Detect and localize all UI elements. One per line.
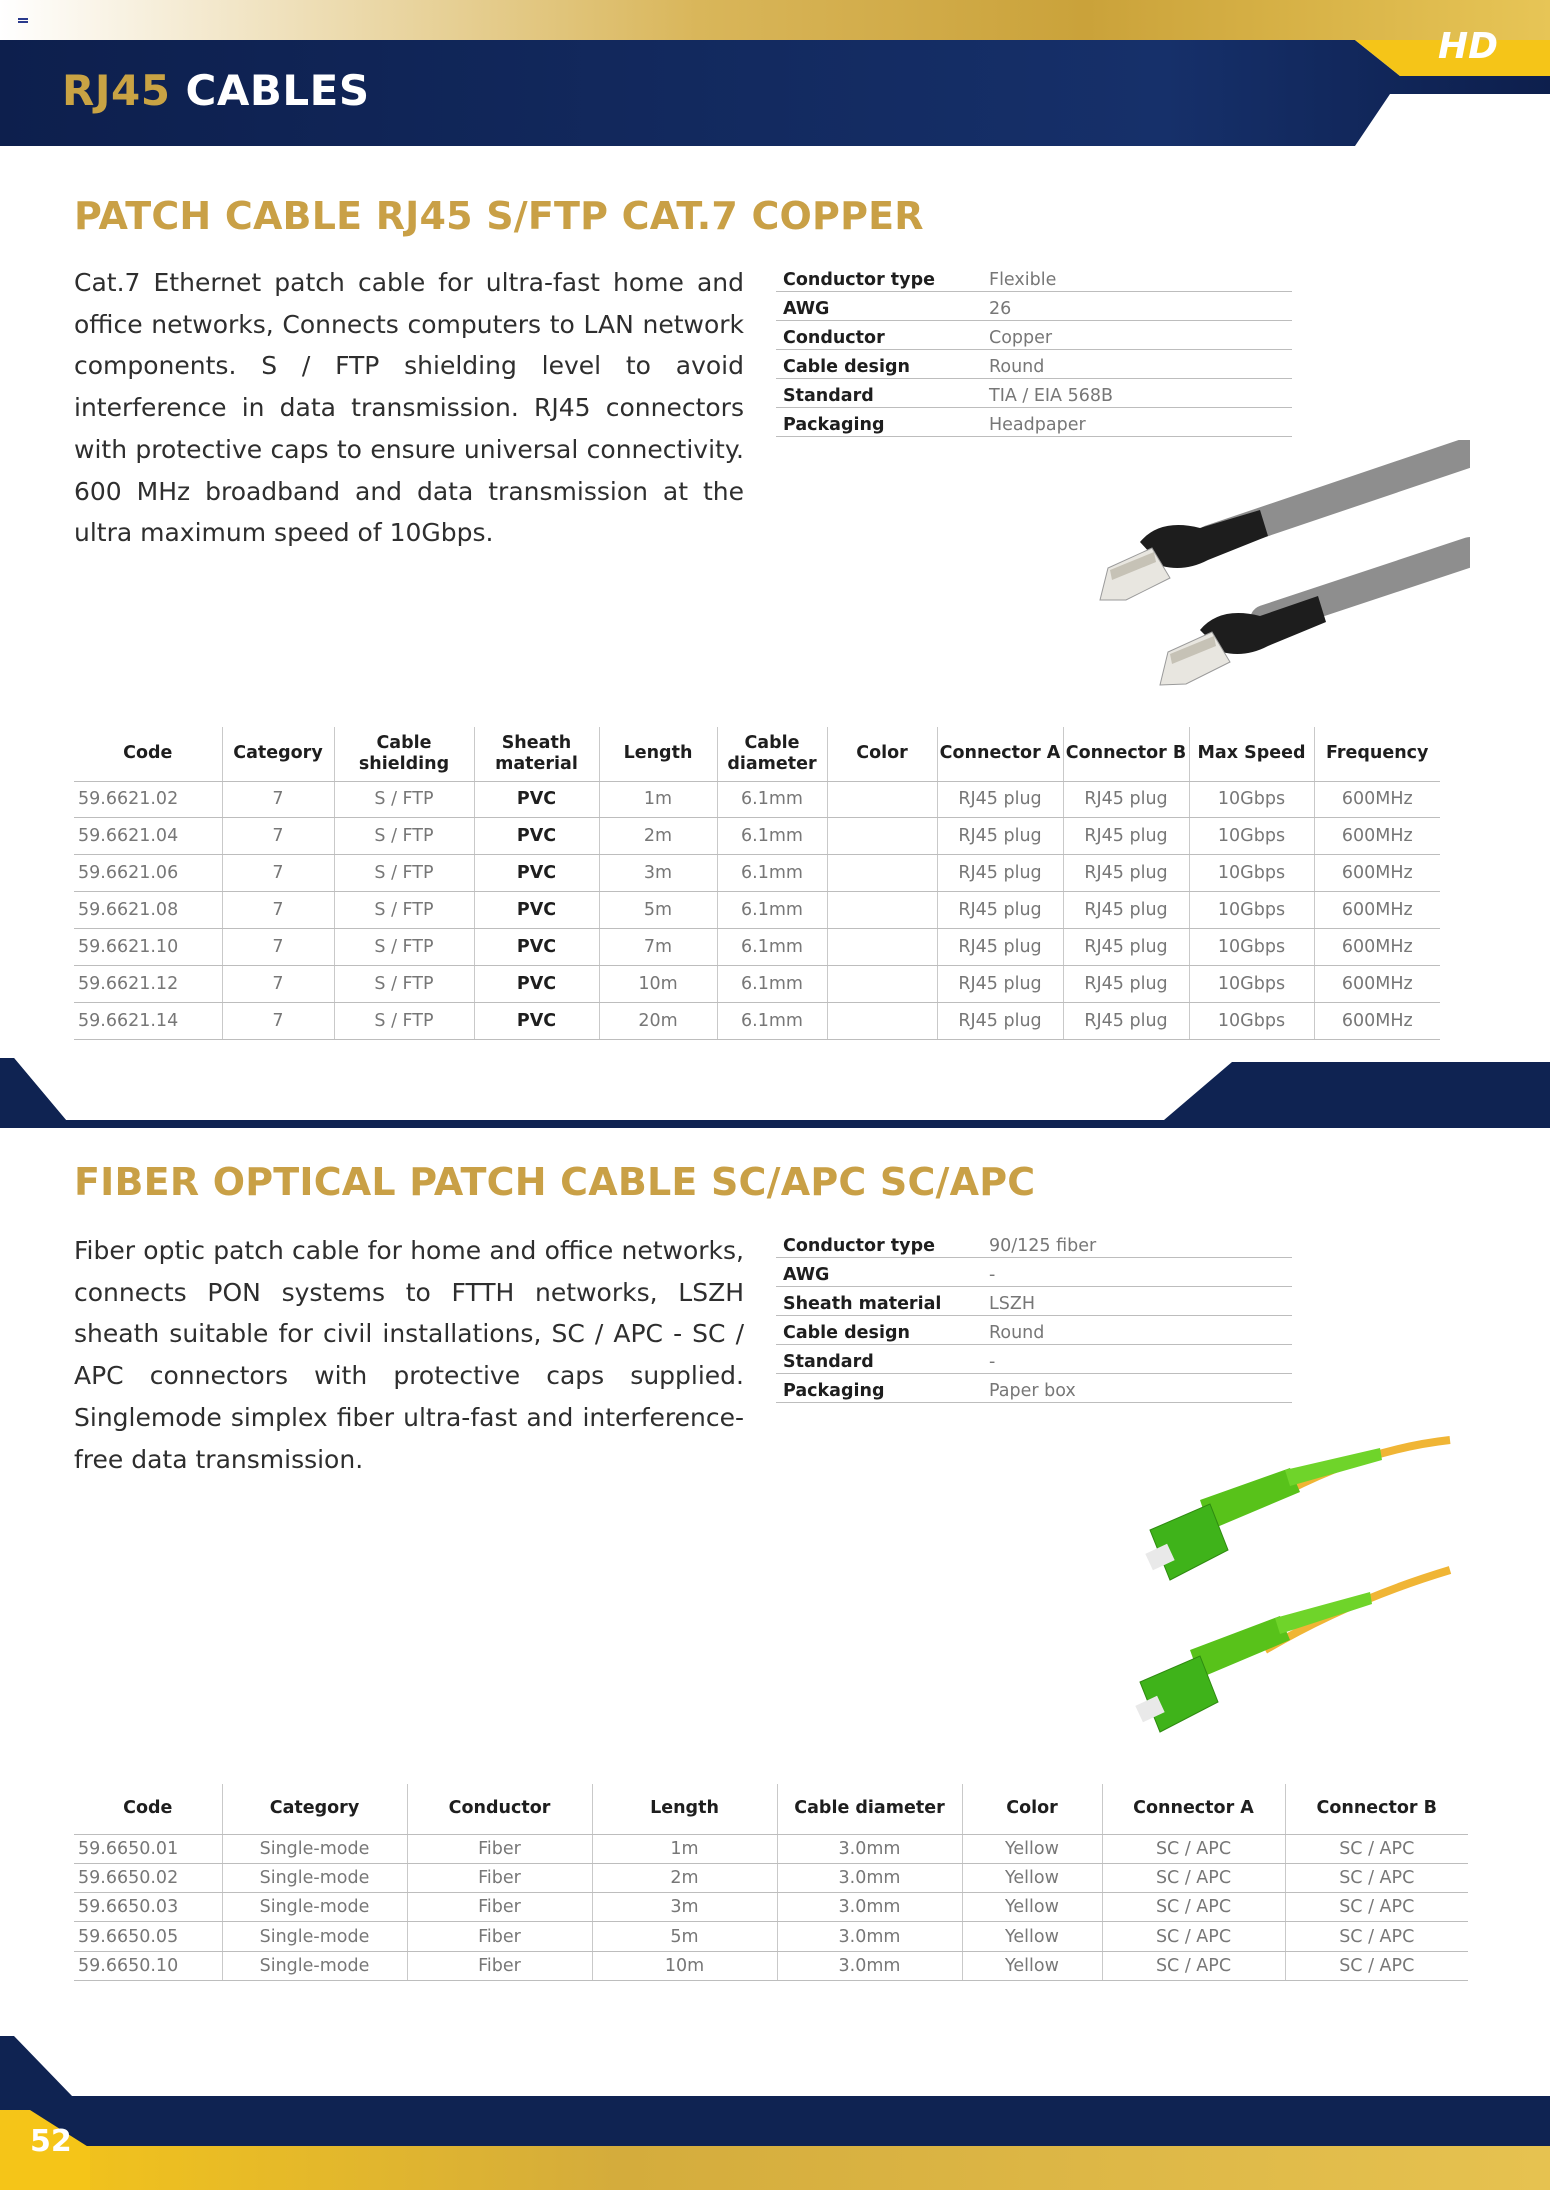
table-cell: PVC	[474, 781, 599, 818]
table-cell: 3m	[592, 1893, 777, 1922]
table-cell: 20m	[599, 1002, 717, 1039]
table-cell: Single-mode	[222, 1834, 407, 1863]
spec-value: -	[982, 1344, 1292, 1373]
column-header: Code	[74, 1784, 222, 1834]
table-cell: Fiber	[407, 1863, 592, 1892]
spec-key: Packaging	[776, 407, 982, 436]
table-cell: 10m	[599, 965, 717, 1002]
table-cell	[827, 1002, 937, 1039]
table-cell: RJ45 plug	[937, 965, 1063, 1002]
table-cell: RJ45 plug	[937, 1002, 1063, 1039]
page-number: 52	[30, 2124, 72, 2159]
table-row	[74, 1834, 1468, 1863]
table-cell: S / FTP	[334, 818, 474, 855]
table-cell: Single-mode	[222, 1922, 407, 1951]
table-row	[74, 1922, 1468, 1951]
table-cell: Yellow	[962, 1863, 1102, 1892]
spec-row	[776, 407, 1292, 436]
table-cell: 1m	[592, 1834, 777, 1863]
spec-row	[776, 320, 1292, 349]
table-cell: 59.6621.02	[74, 781, 222, 818]
table-cell: 3.0mm	[777, 1893, 962, 1922]
table-cell: RJ45 plug	[1063, 892, 1189, 929]
column-header: Category	[222, 1784, 407, 1834]
table-cell: 59.6621.04	[74, 818, 222, 855]
table-cell: S / FTP	[334, 892, 474, 929]
table-row	[74, 965, 1440, 1002]
hd-logo	[1418, 26, 1518, 66]
table-cell: S / FTP	[334, 965, 474, 1002]
hd-logo-text: HD	[1437, 26, 1499, 66]
spec-value: 90/125 fiber	[982, 1228, 1292, 1257]
column-header: Color	[827, 727, 937, 781]
spec-row	[776, 1373, 1292, 1402]
spec-row	[776, 1228, 1292, 1257]
column-header: Cable diameter	[777, 1784, 962, 1834]
spec-key: Sheath material	[776, 1286, 982, 1315]
spec-value: -	[982, 1257, 1292, 1286]
table-row	[74, 818, 1440, 855]
spec-row	[776, 378, 1292, 407]
table-cell: PVC	[474, 818, 599, 855]
table-cell: 3.0mm	[777, 1951, 962, 1980]
table-cell	[827, 965, 937, 1002]
rj45-cable-image	[1090, 440, 1470, 695]
table-cell: SC / APC	[1102, 1922, 1285, 1951]
table-cell: RJ45 plug	[937, 781, 1063, 818]
header-title-suffix: CABLES	[185, 66, 370, 115]
table-cell: 3.0mm	[777, 1922, 962, 1951]
table-cell: Yellow	[962, 1922, 1102, 1951]
spec-key: AWG	[776, 291, 982, 320]
table-cell: 600MHz	[1314, 965, 1440, 1002]
table-cell: 6.1mm	[717, 818, 827, 855]
table-cell: 7	[222, 855, 334, 892]
table-cell: RJ45 plug	[937, 855, 1063, 892]
table-cell: 10Gbps	[1189, 929, 1314, 966]
table-cell: S / FTP	[334, 929, 474, 966]
column-header: Cable shielding	[334, 727, 474, 781]
table-row	[74, 892, 1440, 929]
spec-key: AWG	[776, 1257, 982, 1286]
table-cell: RJ45 plug	[1063, 929, 1189, 966]
table-cell: 10m	[592, 1951, 777, 1980]
table-cell: 59.6650.05	[74, 1922, 222, 1951]
table-cell: 600MHz	[1314, 929, 1440, 966]
column-header: Max Speed	[1189, 727, 1314, 781]
table-cell: RJ45 plug	[937, 892, 1063, 929]
table-cell: 5m	[599, 892, 717, 929]
table-cell: PVC	[474, 929, 599, 966]
table-row	[74, 855, 1440, 892]
table-cell: 600MHz	[1314, 818, 1440, 855]
table-cell: S / FTP	[334, 1002, 474, 1039]
table-cell: 10Gbps	[1189, 892, 1314, 929]
table-row	[74, 1002, 1440, 1039]
table-cell: 1m	[599, 781, 717, 818]
table-cell	[827, 818, 937, 855]
column-header: Category	[222, 727, 334, 781]
section-title-fiber: FIBER OPTICAL PATCH CABLE SC/APC SC/APC	[74, 1160, 1036, 1204]
table-cell: 10Gbps	[1189, 781, 1314, 818]
table-cell: 10Gbps	[1189, 965, 1314, 1002]
table-cell: Fiber	[407, 1893, 592, 1922]
table-cell	[827, 855, 937, 892]
table-row	[74, 1893, 1468, 1922]
table-cell: Yellow	[962, 1834, 1102, 1863]
column-header: Code	[74, 727, 222, 781]
table-cell: 7	[222, 1002, 334, 1039]
table-cell: RJ45 plug	[1063, 781, 1189, 818]
spec-row	[776, 291, 1292, 320]
spec-table-fiber	[776, 1228, 1292, 1403]
column-header: Cable diameter	[717, 727, 827, 781]
table-cell: 6.1mm	[717, 892, 827, 929]
spec-key: Conductor type	[776, 262, 982, 291]
section-title-rj45: PATCH CABLE RJ45 S/FTP CAT.7 COPPER	[74, 194, 924, 238]
spec-row	[776, 1315, 1292, 1344]
column-header: Connector A	[937, 727, 1063, 781]
section-divider-band	[0, 1058, 1550, 1128]
table-cell: 2m	[592, 1863, 777, 1892]
table-cell: Single-mode	[222, 1863, 407, 1892]
spec-row	[776, 1257, 1292, 1286]
table-cell: 7	[222, 929, 334, 966]
table-cell: RJ45 plug	[937, 929, 1063, 966]
spec-value: Round	[982, 349, 1292, 378]
spec-value: Headpaper	[982, 407, 1292, 436]
table-cell: SC / APC	[1285, 1893, 1468, 1922]
column-header: Length	[599, 727, 717, 781]
column-header: Length	[592, 1784, 777, 1834]
table-cell: 3m	[599, 855, 717, 892]
column-header: Connector B	[1063, 727, 1189, 781]
table-cell: S / FTP	[334, 855, 474, 892]
table-cell	[827, 929, 937, 966]
table-cell: SC / APC	[1285, 1951, 1468, 1980]
table-cell: 7m	[599, 929, 717, 966]
table-cell: SC / APC	[1102, 1863, 1285, 1892]
spec-value: TIA / EIA 568B	[982, 378, 1292, 407]
table-cell: 5m	[592, 1922, 777, 1951]
table-cell: 59.6621.06	[74, 855, 222, 892]
table-cell: Fiber	[407, 1951, 592, 1980]
fiber-cable-image	[1090, 1420, 1470, 1750]
column-header: Frequency	[1314, 727, 1440, 781]
spec-key: Standard	[776, 378, 982, 407]
section-description-rj45: Cat.7 Ethernet patch cable for ultra-fast home and office networks, Connects computers to LAN network components. S / FTP shielding level to avoid interference in data transmission. RJ45 connectors with protective caps to ensure universal connectivity. 600 MHz broadband and data transmission at the ultra maximum speed of 10Gbps.	[74, 268, 744, 548]
table-cell: 59.6650.02	[74, 1863, 222, 1892]
table-cell	[827, 781, 937, 818]
spec-row	[776, 349, 1292, 378]
table-cell: 59.6621.08	[74, 892, 222, 929]
table-cell: 6.1mm	[717, 855, 827, 892]
spec-value: Flexible	[982, 262, 1292, 291]
spec-table-rj45	[776, 262, 1292, 437]
table-cell: PVC	[474, 855, 599, 892]
table-cell: 600MHz	[1314, 1002, 1440, 1039]
table-cell: PVC	[474, 1002, 599, 1039]
page-header-title	[62, 66, 370, 115]
table-row	[74, 929, 1440, 966]
table-cell: 6.1mm	[717, 965, 827, 1002]
spec-key: Cable design	[776, 1315, 982, 1344]
table-cell: Single-mode	[222, 1893, 407, 1922]
column-header: Conductor	[407, 1784, 592, 1834]
table-cell: 10Gbps	[1189, 855, 1314, 892]
table-row	[74, 1863, 1468, 1892]
table-cell: 7	[222, 965, 334, 1002]
table-cell: 59.6621.12	[74, 965, 222, 1002]
spec-value: Paper box	[982, 1373, 1292, 1402]
table-cell: Yellow	[962, 1893, 1102, 1922]
column-header: Color	[962, 1784, 1102, 1834]
header-title-prefix: RJ45	[62, 66, 171, 115]
spec-row	[776, 1344, 1292, 1373]
spec-value: LSZH	[982, 1286, 1292, 1315]
spec-row	[776, 1286, 1292, 1315]
table-cell: RJ45 plug	[1063, 855, 1189, 892]
table-cell: 3.0mm	[777, 1863, 962, 1892]
spec-key: Cable design	[776, 349, 982, 378]
table-cell: RJ45 plug	[1063, 818, 1189, 855]
table-cell: PVC	[474, 892, 599, 929]
table-cell: Fiber	[407, 1922, 592, 1951]
menu-icon[interactable]	[18, 18, 28, 26]
table-cell: 7	[222, 892, 334, 929]
table-cell: SC / APC	[1285, 1922, 1468, 1951]
header-gold-strip	[0, 0, 1550, 40]
table-cell: 10Gbps	[1189, 818, 1314, 855]
product-table-fiber	[74, 1784, 1468, 1981]
table-cell: SC / APC	[1102, 1834, 1285, 1863]
table-cell: 7	[222, 818, 334, 855]
table-cell: 2m	[599, 818, 717, 855]
boot-green-lower	[1190, 1592, 1372, 1678]
table-cell: 600MHz	[1314, 892, 1440, 929]
product-table-rj45	[74, 727, 1440, 1040]
table-row	[74, 1951, 1468, 1980]
spec-value: Round	[982, 1315, 1292, 1344]
table-cell: 59.6650.01	[74, 1834, 222, 1863]
spec-key: Standard	[776, 1344, 982, 1373]
table-cell: SC / APC	[1285, 1863, 1468, 1892]
spec-key: Packaging	[776, 1373, 982, 1402]
table-cell: RJ45 plug	[1063, 965, 1189, 1002]
footer-band	[0, 2036, 1550, 2190]
boot-green-upper	[1200, 1448, 1382, 1530]
table-cell: Single-mode	[222, 1951, 407, 1980]
table-cell: 59.6621.10	[74, 929, 222, 966]
table-cell: 600MHz	[1314, 781, 1440, 818]
table-cell: S / FTP	[334, 781, 474, 818]
table-cell: 6.1mm	[717, 1002, 827, 1039]
section-description-fiber: Fiber optic patch cable for home and office networks, connects PON systems to FTTH networks, LSZH sheath suitable for civil installations, SC / APC - SC / APC connectors with protective caps supplied. Singlemode simplex fiber ultra-fast and interference-free data transmission.	[74, 1236, 744, 1474]
table-cell: 600MHz	[1314, 855, 1440, 892]
spec-value: 26	[982, 291, 1292, 320]
table-cell: 59.6650.03	[74, 1893, 222, 1922]
table-cell: SC / APC	[1102, 1951, 1285, 1980]
table-cell: SC / APC	[1285, 1834, 1468, 1863]
column-header: Connector A	[1102, 1784, 1285, 1834]
spec-key: Conductor	[776, 320, 982, 349]
table-cell: 59.6650.10	[74, 1951, 222, 1980]
table-cell: SC / APC	[1102, 1893, 1285, 1922]
table-cell: Yellow	[962, 1951, 1102, 1980]
table-cell: 6.1mm	[717, 781, 827, 818]
spec-key: Conductor type	[776, 1228, 982, 1257]
table-cell: RJ45 plug	[1063, 1002, 1189, 1039]
table-cell: Fiber	[407, 1834, 592, 1863]
table-cell: 10Gbps	[1189, 1002, 1314, 1039]
table-cell: 7	[222, 781, 334, 818]
column-header: Connector B	[1285, 1784, 1468, 1834]
table-cell: 6.1mm	[717, 929, 827, 966]
table-row	[74, 781, 1440, 818]
spec-value: Copper	[982, 320, 1292, 349]
table-cell: 3.0mm	[777, 1834, 962, 1863]
table-cell: RJ45 plug	[937, 818, 1063, 855]
table-cell: 59.6621.14	[74, 1002, 222, 1039]
table-cell	[827, 892, 937, 929]
spec-row	[776, 262, 1292, 291]
column-header: Sheath material	[474, 727, 599, 781]
table-cell: PVC	[474, 965, 599, 1002]
